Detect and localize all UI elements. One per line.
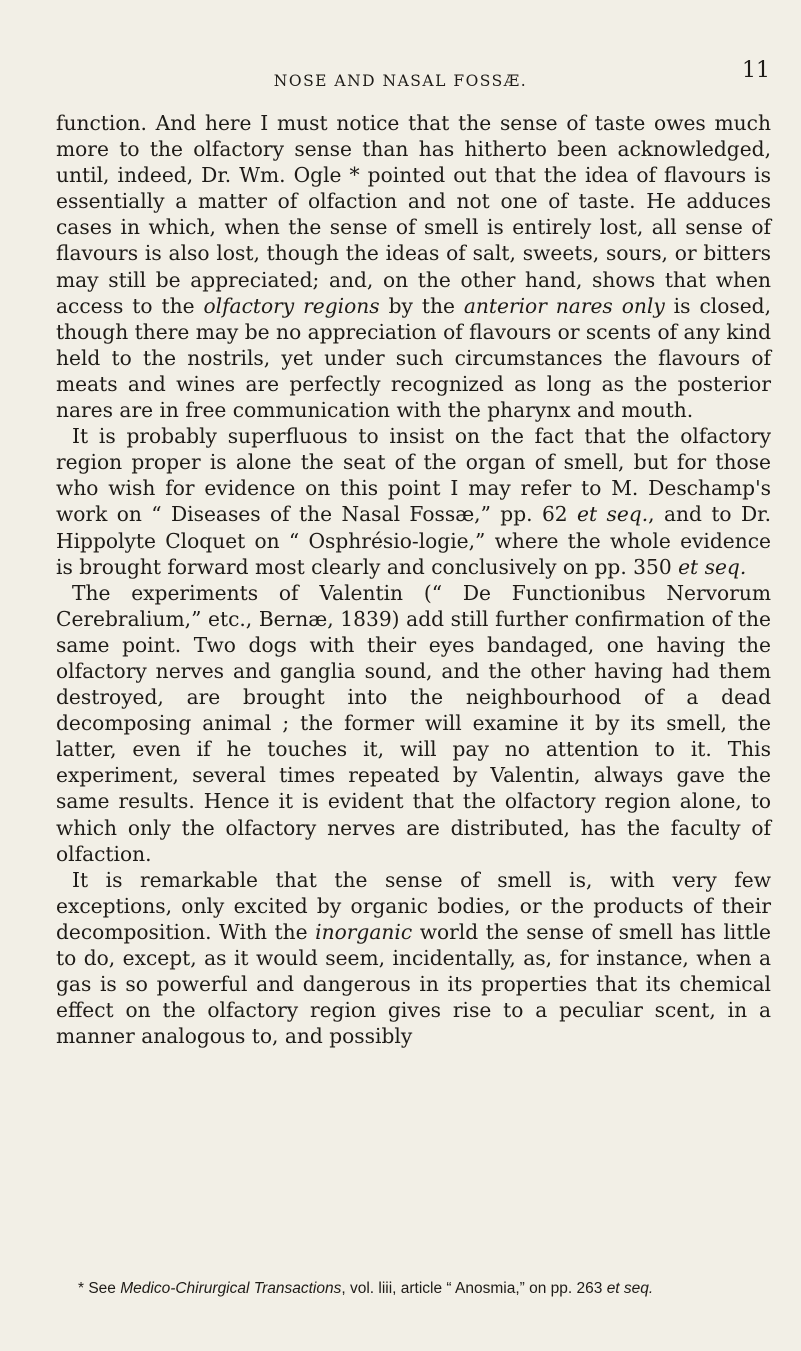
text-run: * See	[78, 1280, 121, 1297]
footnote	[56, 1278, 771, 1299]
paragraph-2	[56, 423, 771, 580]
paragraph-4	[56, 867, 771, 1050]
italic-text: et seq.	[606, 1280, 654, 1297]
text-run: It is remarkable that the sense of smell is, with very few exceptions, only excited by organic bodies, or the products of their decomposition. With the	[56, 867, 771, 944]
text-run: by the	[379, 293, 464, 318]
text-run: function. And here I must notice that the sense of taste owes much more to the olfactory sense than has hitherto been acknowledged, until, indeed, Dr. Wm. Ogle * pointed out that the idea of flavours is essentially a matter of olfaction and not one of taste. He adduces cases in which, when the sense of smell is entirely lost, all sense of flavours is also lost, though the ideas of salt, sweets, sours, or bitters may still be appreciated; and, on the other hand, shows that when access to the	[56, 111, 771, 318]
text-run: , vol. liii, article “ Anosmia,” on pp. 263	[341, 1280, 607, 1297]
body-text	[56, 110, 771, 1049]
italic-text: et seq.	[678, 554, 747, 579]
italic-text: et seq.	[577, 502, 649, 527]
text-run: The experiments of Valentin (“ De Functionibus Nervorum Cerebralium,” etc., Bernæ, 1839) add still further confirmation of the same point. Two dogs with their eyes bandaged, one having the olfactory nerves and ganglia sound, and the other having had them destroyed, are brought into the neighbourhood of a dead decomposing animal ; the former will examine it by its smell, the latter, even if he touches it, will pay no attention to it. This experiment, several times repeated by Valentin, always gave the same results. Hence it is evident that the olfactory region alone, to which only the olfactory nerves are distributed, has the faculty of olfaction.	[56, 580, 771, 866]
italic-text: Medico-Chirurgical Transactions	[120, 1280, 342, 1297]
text-run: It is probably superfluous to insist on the fact that the olfactory region proper is alone the seat of the organ of smell, but for those who wish for evidence on this point I may refer to M. Deschamp's work on “ Diseases of the Nasal Fossæ,” pp. 62	[56, 424, 771, 527]
paragraph-3	[56, 580, 771, 867]
page-number: 11	[742, 58, 770, 83]
text-run: , and to Dr. Hippolyte Cloquet on “ Osphrésio-logie,” where the whole evidence is brought forward most clearly and conclusively on pp. 350	[56, 502, 772, 579]
paragraph-1	[56, 110, 771, 423]
running-title: NOSE AND NASAL FOSSÆ.	[273, 72, 528, 90]
text-run: world the sense of smell has little to do, except, as it would seem, incidentally, as, for instance, when a gas is so powerful and dangerous in its properties that its chemical effect on the olfactory region gives rise to a peculiar scent, in a manner analogous to, and possibly	[56, 919, 771, 1049]
text-run: is closed, though there may be no appreciation of flavours or scents of any kind held to the nostrils, yet under such circumstances the flavours of meats and wines are perfectly recognized as long as the posterior nares are in free communication with the pharynx and mouth.	[56, 293, 772, 423]
italic-text: olfactory regions	[203, 293, 380, 318]
italic-text: inorganic	[315, 919, 413, 944]
italic-text: anterior nares only	[463, 293, 665, 318]
